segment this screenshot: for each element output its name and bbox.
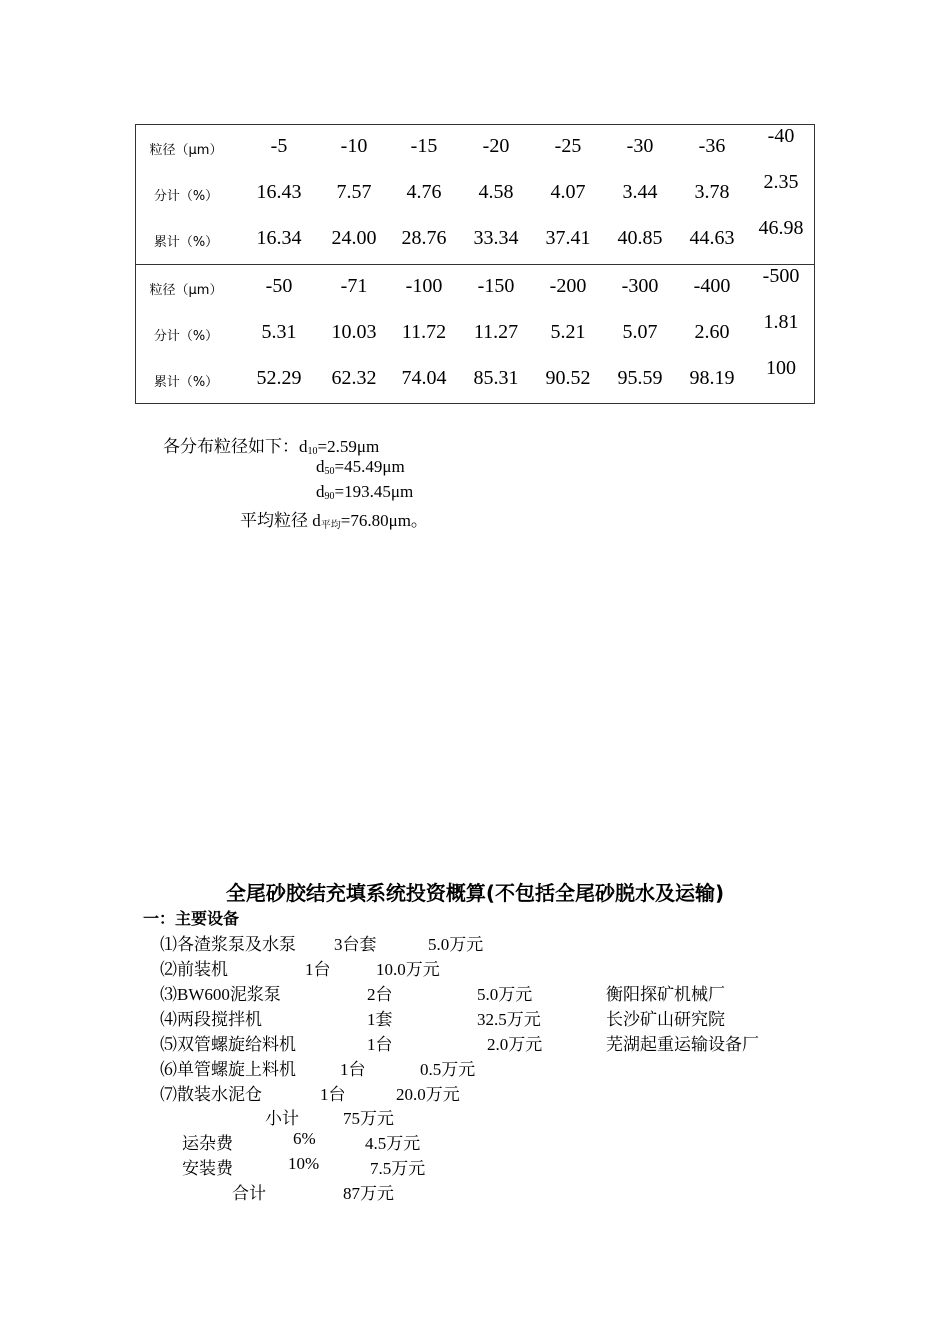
table-cell: 16.43: [256, 181, 302, 203]
table-cell: 46.98: [758, 217, 804, 239]
freight-value: 4.5万元: [365, 1134, 421, 1153]
table-cell: 4.07: [550, 181, 586, 203]
table-cell: 2.35: [763, 171, 799, 193]
table-row: [136, 217, 814, 263]
table-cell: 52.29: [256, 367, 302, 389]
table-cell: 95.59: [617, 367, 663, 389]
row-label: 累计（%）: [153, 235, 219, 250]
d10-symbol: d: [299, 437, 308, 456]
table-cell: 16.34: [256, 227, 302, 249]
average-size-label: 平均粒径 d: [240, 511, 321, 530]
table-row: [136, 171, 814, 217]
freight-rate: 6%: [293, 1129, 316, 1148]
d90-subscript: 90: [324, 491, 335, 502]
table-cell: -100: [405, 275, 443, 297]
item-manufacturer: 芜湖起重运输设备厂: [606, 1035, 759, 1054]
table-cell: 33.34: [473, 227, 519, 249]
table-cell: -500: [762, 265, 800, 287]
d90-line: [316, 482, 413, 502]
table-cell: 11.27: [473, 321, 519, 343]
row-label: 粒径（μm）: [149, 283, 223, 298]
item-name: ⑷两段搅拌机: [160, 1010, 262, 1029]
table-cell: -15: [410, 135, 438, 157]
item-quantity: 1套: [367, 1010, 393, 1029]
subtotal-label: 小计: [265, 1109, 299, 1128]
d50-symbol: d: [316, 457, 325, 476]
table-cell: -20: [482, 135, 510, 157]
table-row: [136, 265, 814, 311]
item-manufacturer: 衡阳探矿机械厂: [606, 985, 725, 1004]
table-cell: -50: [265, 275, 293, 297]
average-size-line: [240, 506, 428, 531]
item-price: 5.0万元: [477, 985, 533, 1004]
table-cell: -36: [698, 135, 726, 157]
item-price: 10.0万元: [376, 960, 440, 979]
table-cell: 11.72: [401, 321, 447, 343]
table-cell: -25: [554, 135, 582, 157]
install-value: 7.5万元: [370, 1159, 426, 1178]
table-cell: -200: [549, 275, 587, 297]
table-cell: 5.31: [261, 321, 297, 343]
table-cell: 40.85: [617, 227, 663, 249]
table-cell: -10: [340, 135, 368, 157]
table-cell: 62.32: [331, 367, 377, 389]
table-row: [136, 125, 814, 171]
subtotal-value: 75万元: [343, 1109, 394, 1128]
average-size-value: =76.80μm。: [340, 511, 428, 530]
d10-value: =2.59μm: [317, 437, 380, 456]
table-cell: 24.00: [331, 227, 377, 249]
d90-symbol: d: [316, 482, 325, 501]
item-name: ⑹单管螺旋上料机: [160, 1060, 296, 1079]
item-quantity: 2台: [367, 985, 393, 1004]
table-cell: 7.57: [336, 181, 372, 203]
section-heading-main-equipment: 一：主要设备: [143, 909, 240, 928]
table-cell: 3.78: [694, 181, 730, 203]
table-cell: -30: [626, 135, 654, 157]
d10-subscript: 10: [307, 446, 318, 457]
table-cell: -150: [477, 275, 515, 297]
table-row: [136, 311, 814, 357]
item-price: 32.5万元: [477, 1010, 541, 1029]
distribution-intro-line: [163, 432, 379, 457]
item-price: 5.0万元: [428, 935, 484, 954]
row-label: 分计（%）: [153, 329, 219, 344]
row-label: 分计（%）: [153, 189, 219, 204]
item-name: ⑺散装水泥仓: [160, 1085, 262, 1104]
d50-value: =45.49μm: [334, 457, 405, 476]
item-price: 2.0万元: [487, 1035, 543, 1054]
freight-label: 运杂费: [182, 1134, 233, 1153]
item-name: ⑵前装机: [160, 960, 228, 979]
table-cell: -5: [270, 135, 288, 157]
table-cell: 3.44: [622, 181, 658, 203]
item-name: ⑸双管螺旋给料机: [160, 1035, 296, 1054]
item-quantity: 3台套: [334, 935, 377, 954]
average-size-subscript: 平均: [320, 520, 341, 531]
distribution-intro: 各分布粒径如下：: [163, 437, 299, 456]
table-cell: 98.19: [689, 367, 735, 389]
table-cell: -71: [340, 275, 368, 297]
table-cell: 44.63: [689, 227, 735, 249]
table-cell: 5.21: [550, 321, 586, 343]
table-cell: 4.76: [406, 181, 442, 203]
table-cell: 10.03: [331, 321, 377, 343]
item-name: ⑴各渣浆泵及水泵: [160, 935, 296, 954]
table-cell: -40: [767, 125, 795, 147]
table-cell: 37.41: [545, 227, 591, 249]
table-cell: 4.58: [478, 181, 514, 203]
row-label: 粒径（μm）: [149, 143, 223, 158]
particle-size-table: [135, 124, 815, 404]
item-manufacturer: 长沙矿山研究院: [606, 1010, 725, 1029]
total-label: 合计: [232, 1184, 266, 1203]
table-row: [136, 357, 814, 403]
install-label: 安装费: [182, 1159, 233, 1178]
item-quantity: 1台: [320, 1085, 346, 1104]
item-quantity: 1台: [305, 960, 331, 979]
table-cell: 100: [766, 357, 796, 379]
item-price: 20.0万元: [396, 1085, 460, 1104]
row-label: 累计（%）: [153, 375, 219, 390]
item-quantity: 1台: [340, 1060, 366, 1079]
item-price: 0.5万元: [420, 1060, 476, 1079]
table-cell: -300: [621, 275, 659, 297]
table-cell: 1.81: [763, 311, 799, 333]
item-quantity: 1台: [367, 1035, 393, 1054]
table-cell: -400: [693, 275, 731, 297]
table-cell: 90.52: [545, 367, 591, 389]
d90-value: =193.45μm: [334, 482, 414, 501]
d50-line: [316, 457, 405, 477]
table-cell: 74.04: [401, 367, 447, 389]
table-cell: 85.31: [473, 367, 519, 389]
total-value: 87万元: [343, 1184, 394, 1203]
item-name: ⑶BW600泥浆泵: [160, 985, 281, 1004]
table-cell: 5.07: [622, 321, 658, 343]
table-cell: 28.76: [401, 227, 447, 249]
install-rate: 10%: [288, 1154, 320, 1173]
d50-subscript: 50: [324, 466, 335, 477]
investment-title: 全尾砂胶结充填系统投资概算(不包括全尾砂脱水及运输): [225, 881, 725, 905]
table-cell: 2.60: [694, 321, 730, 343]
